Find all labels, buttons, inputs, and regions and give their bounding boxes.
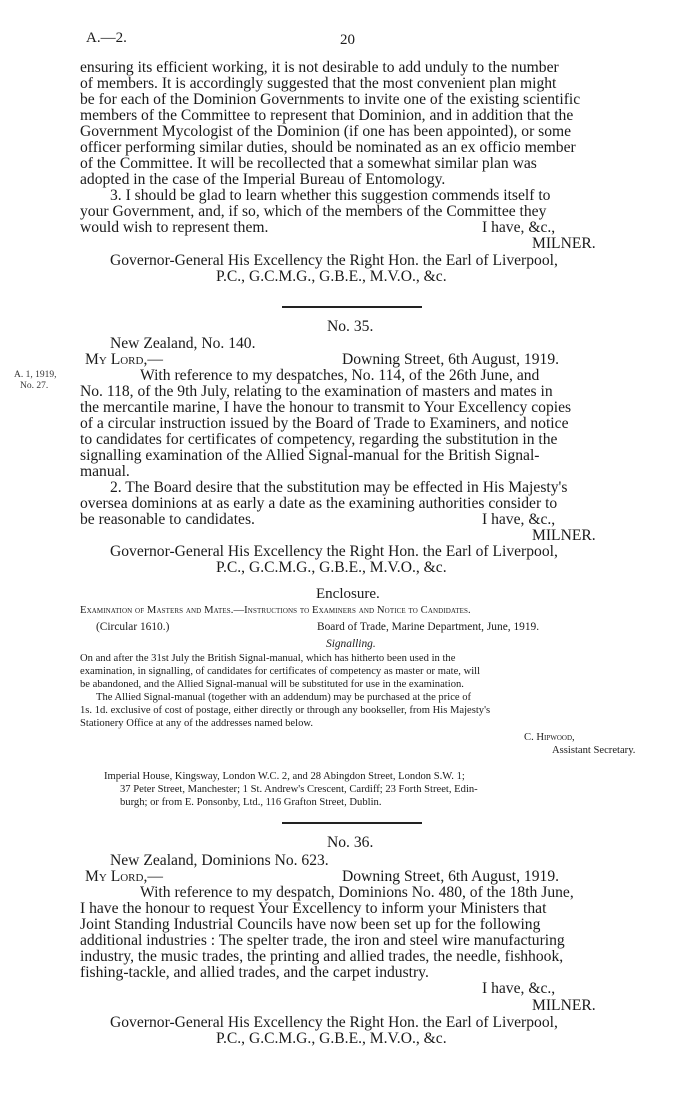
text-line: be abandoned, and the Allied Signal-manual will be substituted for use in the examination. — [80, 679, 464, 690]
circular-number: (Circular 1610.) — [96, 621, 170, 633]
closing: I have, &c., — [482, 219, 556, 236]
text-line: officer performing similar duties, should be nominated as an ex officio member — [80, 139, 576, 156]
text-line: signalling examination of the Allied Signal-manual for the British Signal- — [80, 447, 540, 464]
text-line: Government Mycologist of the Dominion (if one has been appointed), or some — [80, 123, 572, 140]
signature: MILNER. — [532, 235, 596, 252]
text-line: ensuring its efficient working, it is not desirable to add unduly to the number — [80, 59, 559, 76]
text-line: 2. The Board desire that the substitution may be effected in His Majesty's — [110, 479, 568, 496]
text-line: The Allied Signal-manual (together with an addendum) may be purchased at the price of — [96, 692, 472, 703]
text-line: be reasonable to candidates. — [80, 511, 255, 528]
text-line: of a circular instruction issued by the Board of Trade to Examiners, and notice — [80, 415, 569, 432]
addressee: Governor-General His Excellency the Right Hon. the Earl of Liverpool, — [110, 252, 558, 269]
text-line: be for each of the Dominion Governments to invite one of the existing scientific — [80, 91, 581, 108]
text-line: of the Committee. It will be recollected that a somewhat similar plan was — [80, 155, 537, 172]
place-date: Downing Street, 6th August, 1919. — [342, 868, 560, 885]
enclosure-addresses — [80, 770, 680, 815]
enclosure-subheading: Signalling. — [326, 638, 376, 650]
margin-reference: No. 27. — [20, 381, 49, 391]
text-line: adopted in the case of the Imperial Bureau of Entomology. — [80, 171, 446, 188]
addressee-titles: P.C., G.C.M.G., G.B.E., M.V.O., &c. — [216, 559, 447, 576]
place-date: Downing Street, 6th August, 1919. — [342, 351, 560, 368]
text-line: industry, the music trades, the printing and allied trades, the needle, fishhook, — [80, 948, 564, 965]
text-line: of members. It is accordingly suggested that the most convenient plan might — [80, 75, 557, 92]
addressee-titles: P.C., G.C.M.G., G.B.E., M.V.O., &c. — [216, 1030, 447, 1047]
text-line: 1s. 1d. exclusive of cost of postage, either directly or through any bookseller, from His Majesty's — [80, 705, 491, 716]
text-line: manual. — [80, 463, 130, 480]
text-line: Stationery Office at any of the addresses named below. — [80, 718, 313, 729]
letter-number: No. 35. — [327, 318, 374, 335]
text-line: to candidates for certificates of competency, regarding the substitution in the — [80, 431, 558, 448]
text-line: oversea dominions at as early a date as the examining authorities consider to — [80, 495, 558, 512]
signer: C. Hipwood, — [524, 732, 575, 743]
signature: MILNER. — [532, 997, 596, 1014]
salutation: My Lord,— — [85, 351, 163, 368]
address-line: burgh; or from E. Ponsonby, Ltd., 116 Grafton Street, Dublin. — [120, 797, 382, 808]
signer-title: Assistant Secretary. — [552, 745, 636, 756]
enclosure-body — [80, 652, 680, 762]
letter-number: No. 36. — [327, 834, 374, 851]
addressee-titles: P.C., G.C.M.G., G.B.E., M.V.O., &c. — [216, 268, 447, 285]
text-line: examination, in signalling, of candidates for certificates of competency as master or mate, will — [80, 666, 481, 677]
address-line: 37 Peter Street, Manchester; 1 St. Andrew's Crescent, Cardiff; 23 Forth Street, Edin- — [120, 784, 478, 795]
salutation: My Lord,— — [85, 868, 163, 885]
signature: MILNER. — [532, 527, 596, 544]
section-divider — [282, 306, 422, 308]
closing: I have, &c., — [482, 980, 556, 997]
text-line: would wish to represent them. — [80, 219, 269, 236]
text-line: members of the Committee to represent that Dominion, and in addition that the — [80, 107, 574, 124]
page-number: 20 — [340, 32, 355, 48]
series-code: A.—2. — [86, 30, 127, 46]
address-line: Imperial House, Kingsway, London W.C. 2, and 28 Abingdon Street, London S.W. 1; — [104, 771, 465, 782]
letter1-body — [80, 59, 680, 309]
text-line: Joint Standing Industrial Councils have now been set up for the following — [80, 916, 541, 933]
text-line: fishing-tackle, and allied trades, and the carpet industry. — [80, 964, 429, 981]
letter3-body — [80, 852, 680, 1097]
text-line: your Government, and, if so, which of the members of the Committee they — [80, 203, 547, 220]
letter2-body — [80, 335, 680, 576]
addressee: Governor-General His Excellency the Right Hon. the Earl of Liverpool, — [110, 543, 558, 560]
closing: I have, &c., — [482, 511, 556, 528]
text-line: With reference to my despatch, Dominions No. 480, of the 18th June, — [140, 884, 574, 901]
text-line: the mercantile marine, I have the honour to transmit to Your Excellency copies — [80, 399, 572, 416]
addressee: Governor-General His Excellency the Right Hon. the Earl of Liverpool, — [110, 1014, 558, 1031]
text-line: With reference to my despatches, No. 114, of the 26th June, and — [140, 367, 540, 384]
text-line: No. 118, of the 9th July, relating to the examination of masters and mates in — [80, 383, 553, 400]
text-line: 3. I should be glad to learn whether this suggestion commends itself to — [110, 187, 551, 204]
text-line: I have the honour to request Your Excellency to inform your Ministers that — [80, 900, 547, 917]
reference: New Zealand, Dominions No. 623. — [110, 852, 329, 869]
margin-reference: A. 1, 1919, — [14, 370, 57, 380]
issuing-office: Board of Trade, Marine Department, June, 1919. — [317, 621, 540, 633]
text-line: additional industries : The spelter trade, the iron and steel wire manufacturing — [80, 932, 565, 949]
section-divider — [282, 822, 422, 824]
reference: New Zealand, No. 140. — [110, 335, 256, 352]
text-line: On and after the 31st July the British Signal-manual, which has hitherto been used in the — [80, 653, 456, 664]
enclosure-heading: Examination of Masters and Mates.—Instructions to Examiners and Notice to Candidates. — [80, 605, 471, 616]
enclosure-title: Enclosure. — [316, 586, 380, 602]
